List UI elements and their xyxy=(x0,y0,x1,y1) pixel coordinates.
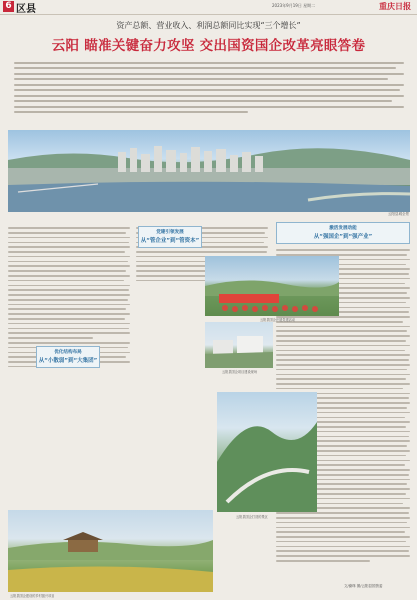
section-number: 6 xyxy=(3,1,14,12)
caption-4: 云阳县国企建设的乡村振兴项目 xyxy=(10,594,55,598)
scenic-spot-photo xyxy=(217,392,317,512)
headline: 云阳 瞄准关键奋力攻坚 交出国资国企改革亮眼答卷 xyxy=(51,38,366,54)
city-panorama-illustration xyxy=(8,130,410,212)
section-1-title: 从“管企业”到“管资本” xyxy=(140,238,200,244)
section-3-tag: 优化结构布局 xyxy=(54,350,82,355)
section-2-tag: 激活发展动能 xyxy=(329,226,357,231)
party-activity-photo xyxy=(205,256,339,316)
kicker: 资产总额、营业收入、利润总额同比实现“三个增长” xyxy=(116,21,301,30)
section-3-title: 从“小散弱”到“大集团” xyxy=(38,358,98,364)
caption-2: 云阳县国企项目建设现场 xyxy=(222,370,258,374)
project-site-photo xyxy=(205,322,273,368)
section-name: 区县 xyxy=(16,4,36,15)
caption-3: 云阳县国企打造的景区 xyxy=(236,515,268,519)
section-head-3 xyxy=(36,346,100,368)
section-head-2 xyxy=(276,222,410,244)
paper-name: 重庆日报 xyxy=(379,1,411,11)
caption-1: 云阳县国企开展党建活动 xyxy=(260,318,296,322)
section-head-1 xyxy=(138,226,202,248)
city-panorama-photo xyxy=(8,130,410,212)
masthead xyxy=(0,0,417,15)
section-2-title: 从“强国企”到“强产业” xyxy=(313,234,373,240)
lead-paragraph xyxy=(14,58,404,128)
photo-top-caption: 云阳县城全景 xyxy=(388,212,409,216)
section-1-tag: 党建引领发展 xyxy=(156,230,184,235)
rural-revitalization-photo xyxy=(8,510,213,592)
author-line: 文/谢珠 图/云阳县国资委 xyxy=(344,584,383,588)
date-line: 2023年9月19日 星期二 xyxy=(272,3,316,8)
